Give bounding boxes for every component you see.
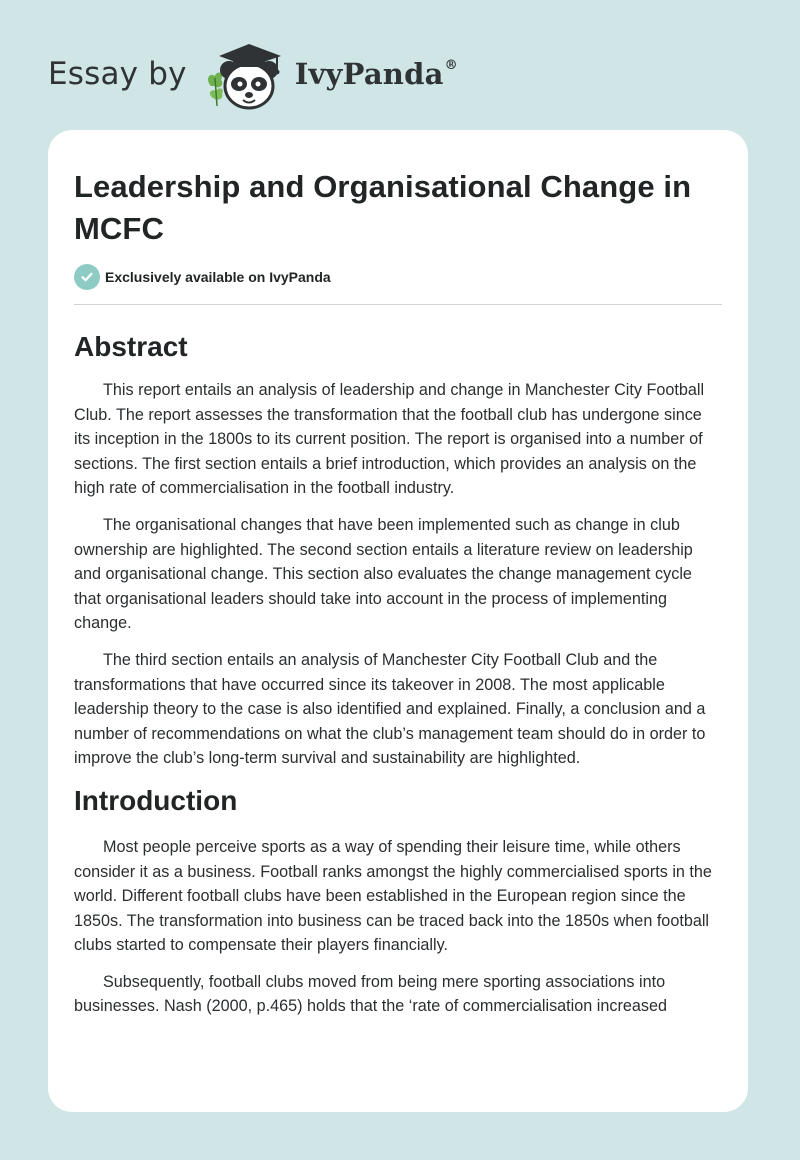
- registered-mark: ®: [444, 58, 458, 74]
- essay-title: Leadership and Organisational Change in MCFC: [74, 169, 692, 246]
- abstract-paragraph: The organisational changes that have been implemented such as change in club ownership are highlighted. The second section entails a literature review on leadership and organisational change. This section also evaluates the change management cycle that organisational leaders should take into account in the process of implementing change.: [74, 515, 693, 633]
- brand-name: IvyPanda®: [294, 57, 458, 91]
- title-divider: [74, 304, 722, 305]
- check-icon: [74, 264, 100, 290]
- abstract-paragraph: The third section entails an analysis of Manchester City Football Club and the transformations that have occurred since its takeover in 2008. The most applicable leadership theory to the case is also identified and explained. Finally, a conclusion and a number of recommendations on what the club’s management team should do in order to improve the club’s long-term survival and sustainability are highlighted.: [74, 650, 706, 768]
- abstract-heading: Abstract: [74, 331, 188, 362]
- brand-header[interactable]: [48, 34, 458, 114]
- exclusive-badge: [74, 263, 722, 291]
- introduction-heading: Introduction: [74, 784, 238, 816]
- introduction-paragraph: Subsequently, football clubs moved from being mere sporting associations into businesses. Nash (2000, p.465) holds that the ‘rate of commercialisation increased: [74, 972, 667, 1016]
- abstract-paragraph: This report entails an analysis of leadership and change in Manchester City Football Club. The report assesses the transformation that the football club has undergone since its inception in the 1800s to its current position. The report is organised into a number of sections. The first section entails a brief introduction, which provides an analysis on the high rate of commercialisation in the football industry.: [74, 381, 705, 498]
- brand-prefix: Essay by: [48, 56, 187, 92]
- introduction-paragraph: Most people perceive sports as a way of spending their leisure time, while others consider it as a business. Football ranks amongst the highly commercialised sports in the world. Different football clubs have been established in the European region since the 1850s. The transformation into business can be traced back into the 1850s when football clubs started to compensate their players financially.: [74, 837, 712, 955]
- panda-logo-icon: [203, 36, 293, 112]
- exclusive-label: Exclusively available on IvyPanda: [105, 269, 331, 285]
- essay-card: [48, 130, 748, 1112]
